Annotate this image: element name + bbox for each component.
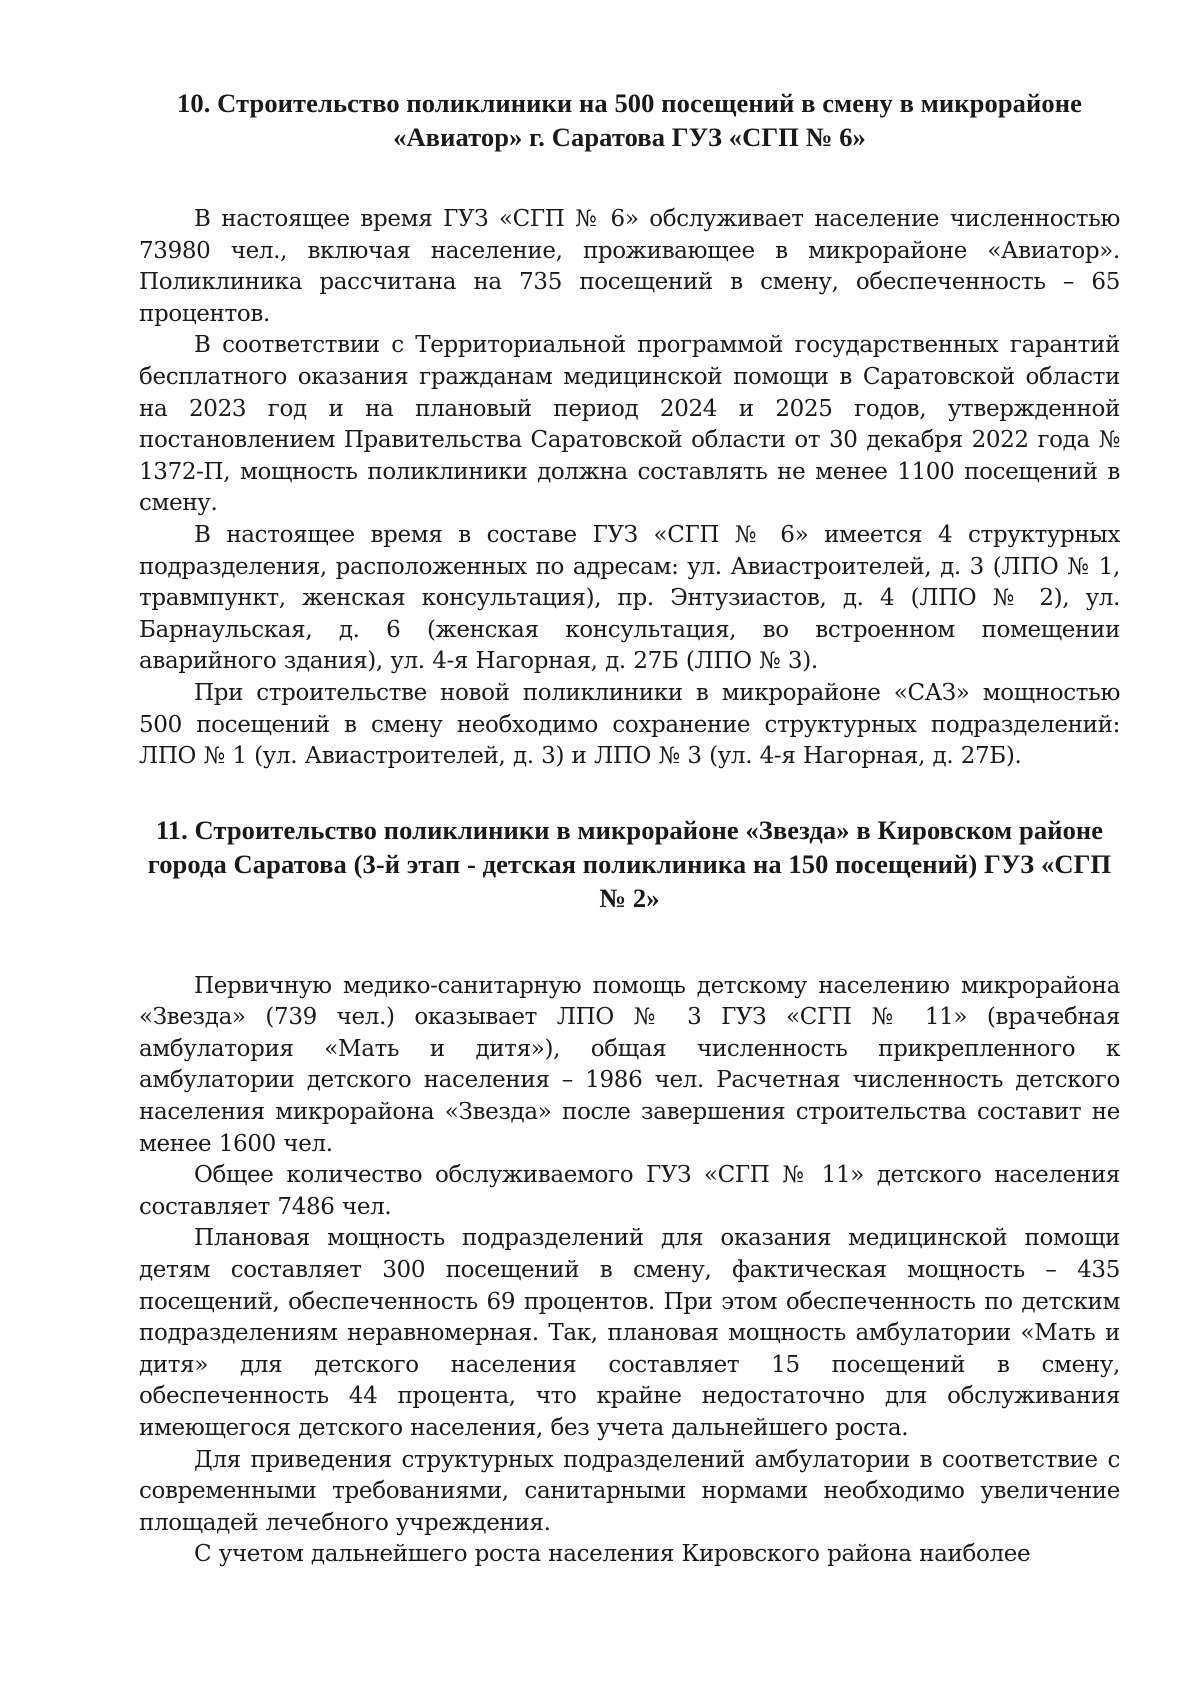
section-11 xyxy=(139,813,1120,1571)
section-11-paragraph-3: Плановая мощность подразделений для оказания медицинской помощи детям составляет 300 посещений в смену, фактическая мощность – 435 посещений, обеспеченность 69 процентов. При этом обеспеченность по детским подразделениям неравномерная. Так, плановая мощность амбулатории «Мать и дитя» для детского населения составляет 15 посещений в смену, обеспеченность 44 процента, что крайне недостаточно для обслуживания имеющегося детского населения, без учета дальнейшего роста. xyxy=(139,1225,1120,1441)
section-11-paragraph-1: Первичную медико-санитарную помощь детскому населению микрорайона «Звезда» (739 чел.) оказывает ЛПО № 3 ГУЗ «СГП № 11» (врачебная амбулатория «Мать и дитя»), общая численность прикрепленного к амбулатории детского населения – 1986 чел. Расчетная численность детского населения микрорайона «Звезда» после завершения строительства составит не менее 1600 чел. xyxy=(139,972,1120,1157)
section-11-paragraph-4: Для приведения структурных подразделений амбулатории в соответствие с современными требованиями, санитарными нормами необходимо увеличение площадей лечебного учреждения. xyxy=(139,1446,1120,1536)
section-10-paragraph-3: В настоящее время в составе ГУЗ «СГП № 6» имеется 4 структурных подразделения, расположенных по адресам: ул. Авиастроителей, д. 3 (ЛПО № 1, травмпункт, женская консультация), пр. Энтузиастов, д. 4 (ЛПО № 2), ул. Барнаульская, д. 6 (женская консультация, во встроенном помещении аварийного здания), ул. 4-я Нагорная, д. 27Б (ЛПО № 3). xyxy=(139,521,1120,675)
section-11-paragraph-2: Общее количество обслуживаемого ГУЗ «СГП № 11» детского населения составляет 7486 чел. xyxy=(139,1162,1120,1220)
section-11-title: 11. Строительство поликлиники в микрорайоне «Звезда» в Кировском районе города Саратова (3-й этап - детская поликлиника на 150 посещений) ГУЗ «СГП № 2» xyxy=(147,814,1112,913)
document-content xyxy=(139,86,1120,1571)
section-10-paragraph-2: В соответствии с Территориальной программой государственных гарантий бесплатного оказания гражданам медицинской помощи в Саратовской области на 2023 год и на плановый период 2024 и 2025 годов, утвержденной постановлением Правительства Саратовской области от 30 декабря 2022 года № 1372-П, мощность поликлиники должна составлять не менее 1100 посещений в смену. xyxy=(139,332,1120,517)
section-10-paragraph-1: В настоящее время ГУЗ «СГП № 6» обслуживает население численностью 73980 чел., включая население, проживающее в микрорайоне «Авиатор». Поликлиника рассчитана на 735 посещений в смену, обеспеченность – 65 процентов. xyxy=(139,206,1120,327)
section-10-title: 10. Строительство поликлиники на 500 посещений в смену в микрорайоне «Авиатор» г. Саратова ГУЗ «СГП № 6» xyxy=(177,88,1082,152)
section-11-paragraph-5: С учетом дальнейшего роста населения Кировского района наиболее xyxy=(194,1541,1031,1568)
section-10-paragraph-4: При строительстве новой поликлиники в микрорайоне «САЗ» мощностью 500 посещений в смену необходимо сохранение структурных подразделений: ЛПО № 1 (ул. Авиастроителей, д. 3) и ЛПО № 3 (ул. 4-я Нагорная, д. 27Б). xyxy=(139,679,1120,770)
section-10 xyxy=(139,86,1120,773)
